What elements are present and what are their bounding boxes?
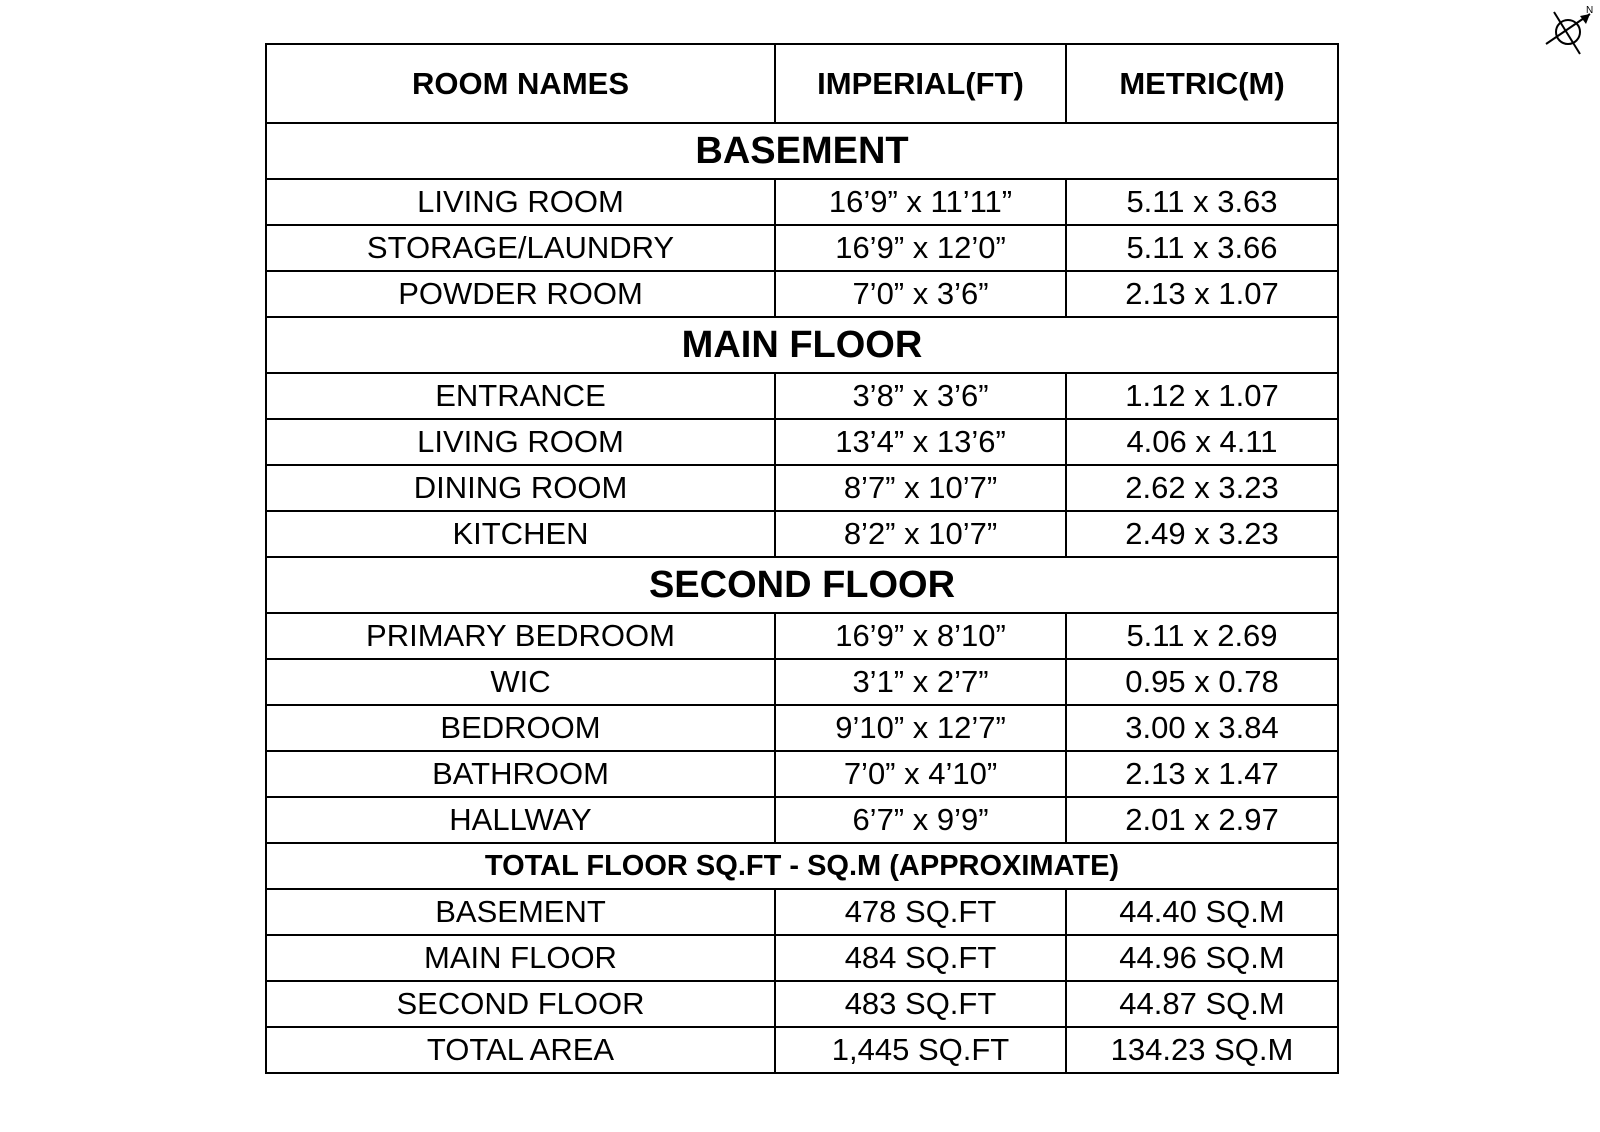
header-imperial: IMPERIAL(FT) [775,44,1066,123]
room-name: HALLWAY [266,797,775,843]
imperial-area: 483 SQ.FT [775,981,1066,1027]
table-row [266,613,1338,659]
room-name: DINING ROOM [266,465,775,511]
imperial-value: 3’8” x 3’6” [775,373,1066,419]
table-row [266,271,1338,317]
imperial-value: 7’0” x 4’10” [775,751,1066,797]
imperial-value: 7’0” x 3’6” [775,271,1066,317]
floor-name: BASEMENT [266,889,775,935]
room-name: BATHROOM [266,751,775,797]
imperial-value: 6’7” x 9’9” [775,797,1066,843]
north-label: N [1586,5,1594,16]
metric-area: 134.23 SQ.M [1066,1027,1338,1073]
table-row [266,889,1338,935]
table-header-row [266,44,1338,123]
floor-name: SECOND FLOOR [266,981,775,1027]
imperial-area: 1,445 SQ.FT [775,1027,1066,1073]
header-room-names: ROOM NAMES [266,44,775,123]
metric-area: 44.40 SQ.M [1066,889,1338,935]
metric-value: 5.11 x 3.66 [1066,225,1338,271]
metric-value: 2.62 x 3.23 [1066,465,1338,511]
metric-value: 2.01 x 2.97 [1066,797,1338,843]
section-header-main-floor [266,317,1338,373]
totals-header [266,843,1338,889]
room-name: LIVING ROOM [266,419,775,465]
table-row [266,1027,1338,1073]
table-row [266,373,1338,419]
floor-name: TOTAL AREA [266,1027,775,1073]
metric-area: 44.87 SQ.M [1066,981,1338,1027]
table-row [266,659,1338,705]
header-metric: METRIC(M) [1066,44,1338,123]
table-row [266,935,1338,981]
imperial-value: 16’9” x 11’11” [775,179,1066,225]
room-name: LIVING ROOM [266,179,775,225]
imperial-area: 478 SQ.FT [775,889,1066,935]
imperial-value: 16’9” x 12’0” [775,225,1066,271]
metric-value: 3.00 x 3.84 [1066,705,1338,751]
imperial-value: 3’1” x 2’7” [775,659,1066,705]
imperial-area: 484 SQ.FT [775,935,1066,981]
metric-value: 2.13 x 1.07 [1066,271,1338,317]
table-row [266,797,1338,843]
table-row [266,981,1338,1027]
room-name: BEDROOM [266,705,775,751]
metric-value: 5.11 x 3.63 [1066,179,1338,225]
metric-value: 2.13 x 1.47 [1066,751,1338,797]
imperial-value: 13’4” x 13’6” [775,419,1066,465]
room-name: KITCHEN [266,511,775,557]
room-name: POWDER ROOM [266,271,775,317]
section-title: SECOND FLOOR [266,557,1338,613]
room-dimensions-table [265,43,1339,1074]
room-name: PRIMARY BEDROOM [266,613,775,659]
metric-area: 44.96 SQ.M [1066,935,1338,981]
table-row [266,225,1338,271]
totals-title: TOTAL FLOOR SQ.FT - SQ.M (APPROXIMATE) [266,843,1338,889]
table-row [266,465,1338,511]
metric-value: 5.11 x 2.69 [1066,613,1338,659]
metric-value: 2.49 x 3.23 [1066,511,1338,557]
section-title: MAIN FLOOR [266,317,1338,373]
metric-value: 1.12 x 1.07 [1066,373,1338,419]
table-row [266,419,1338,465]
imperial-value: 8’7” x 10’7” [775,465,1066,511]
room-name: STORAGE/LAUNDRY [266,225,775,271]
section-title: BASEMENT [266,123,1338,179]
floor-name: MAIN FLOOR [266,935,775,981]
metric-value: 4.06 x 4.11 [1066,419,1338,465]
room-name: ENTRANCE [266,373,775,419]
table-row [266,511,1338,557]
table-row [266,705,1338,751]
metric-value: 0.95 x 0.78 [1066,659,1338,705]
table-row [266,751,1338,797]
section-header-basement [266,123,1338,179]
table-row [266,179,1338,225]
room-name: WIC [266,659,775,705]
imperial-value: 9’10” x 12’7” [775,705,1066,751]
imperial-value: 16’9” x 8’10” [775,613,1066,659]
section-header-second-floor [266,557,1338,613]
imperial-value: 8’2” x 10’7” [775,511,1066,557]
